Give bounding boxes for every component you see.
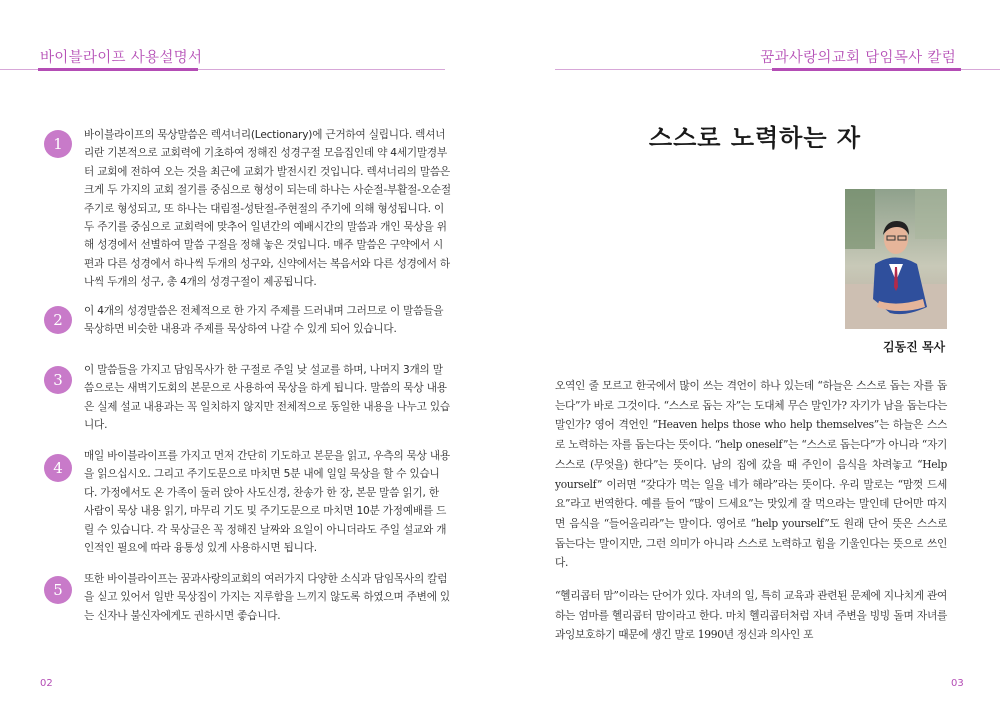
instruction-text: 매일 바이블라이프를 가지고 먼저 간단히 기도하고 본문을 읽고, 우측의 묵상 내용을 읽으십시오. 그리고 주기도문으로 마치면 5분 내에 일일 묵상을 할 수 있습니다. 가정에서도 온 가족이 둘러 앉아 사도신경, 찬송가 한 장, 본문 말씀 읽기, 한 사람이 묵상 내용 읽기, 마무리 기도 및 주기도문으로 마치면 10분 가정예배를 드릴 수 있습니다. 각 묵상글은 꼭 정해진 날짜와 요일이 아니더라도 주일 설교와 개인적인 필요에 따라 융통성 있게 사용하시면 됩니다. [84,450,450,555]
column-paragraph-2: “헬리콥터 맘”이라는 단어가 있다. 자녀의 일, 특히 교육과 관련된 문제에 지나치게 관여하는 엄마를 헬리콥터 맘이라고 한다. 마치 헬리콥터처럼 자녀 주변을 빙빙 돌며 자녀를 과잉보호하기 때문에 생긴 말로 1990년 정신과 의사인 포 [555,589,947,642]
right-header-accent-rule [772,68,961,71]
instruction-text: 이 말씀들을 가지고 담임목사가 한 구절로 주일 낮 설교를 하며, 나머지 3개의 말씀으로는 새벽기도회의 본문으로 사용하여 묵상을 하게 됩니다. 말씀의 묵상 내용은 실제 설교 내용과는 꼭 일치하지 않지만 전체적으로 동일한 내용을 나누고 있습니다. [84,364,450,432]
author-name: 김동진 목사 [883,340,946,354]
item-number-badge: 5 [44,576,72,604]
portrait-photo [845,189,947,329]
column-paragraph-1: 오역인 줄 모르고 한국에서 많이 쓰는 격언이 하나 있는데 “하늘은 스스로 돕는 자를 돕는다”가 바로 그것이다. “스스로 돕는 자”는 도대체 무슨 말인가? 자기가 남을 돕는다는 말인가? 영어 격언인 “Heaven helps those who help themselves”는 하늘은 스스로 노력하는 자를 돕는다는 뜻이다. “help oneself”는 “스스로 돕는다”가 아니라 “자기 스스로 (무엇을) 한다”는 뜻이다. 남의 집에 갔을 때 주인이 음식을 차려놓고 “Help yourself” 이러면 “갖다가 먹는 일을 네가 해라”라는 뜻이다. 우리 말로는 “맘껏 드세요”라고 번역한다. 예를 들어 “많이 드세요”는 맛있게 잘 먹으라는 말인데 단어만 따지면 음식을 “들어올리라”는 말이다. 영어로 “help yourself”도 원래 단어 뜻은 스스로 돕는다는 말이지만, 그런 의미가 아니라 스스로 노력하고 힘을 기울인다는 뜻으로 쓰인다. [555,379,947,570]
instruction-text: 이 4개의 성경말씀은 전체적으로 한 가지 주제를 드러내며 그러므로 이 말씀들을 묵상하면 비슷한 내용과 주제를 묵상하여 나갈 수 있게 되어 있습니다. [84,305,444,336]
portrait-illustration [845,189,947,329]
item-number-badge: 2 [44,306,72,334]
instruction-text: 또한 바이블라이프는 꿈과사랑의교회의 여러가지 다양한 소식과 담임목사의 칼럼을 싣고 있어서 일반 묵상집이 가지는 지루함을 느끼지 않도록 하였으며 주변에 있는 신자나 불신자에게도 권하시면 좋습니다. [84,573,450,622]
left-page-number: 02 [40,678,53,689]
left-page-header: 바이블라이프 사용설명서 [40,50,203,66]
left-header-accent-rule [38,68,198,71]
item-number-badge: 1 [44,130,72,158]
item-number-badge: 3 [44,366,72,394]
instruction-text: 바이블라이프의 묵상말씀은 렉셔너리(Lectionary)에 근거하여 실립니다. 렉셔너리란 기본적으로 교회력에 기초하여 정해진 성경구절 모음집인데 약 4세기말경부터 교회에 전하여 오는 것을 최근에 교회가 발전시킨 것입니다. 렉셔너리의 말씀은 크게 두 가지의 교회 절기를 중심으로 형성이 되는데 하나는 사순절-부활절-오순절 주기로 형성되고, 또 하나는 대림절-성탄절-주현절의 주기에 의해 형성됩니다. 이 두 주기를 중심으로 교회력에 맞추어 일년간의 예배시간의 말씀과 개인 묵상을 위해 성경에서 선별하여 말씀 구절을 정해 놓은 것입니다. 매주 말씀은 구약에서 시편과 다른 성경에서 하나씩 두개의 성구와, 신약에서는 복음서와 다른 성경에서 하나씩 두개의 성구, 총 4개의 성경구절이 제공됩니다. [84,129,451,289]
item-number-badge: 4 [44,454,72,482]
right-page-number: 03 [951,678,964,689]
right-page-header: 꿈과사랑의교회 담임목사 칼럼 [760,50,956,66]
column-title: 스스로 노력하는 자 [648,124,862,152]
